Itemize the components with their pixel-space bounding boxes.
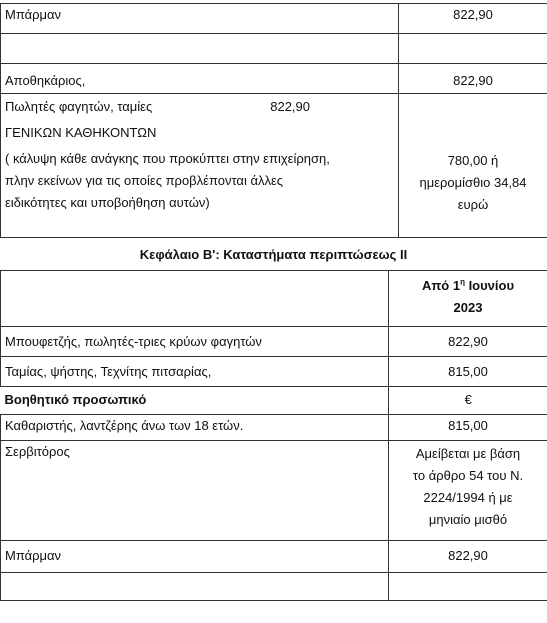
general-duties-desc-3: ειδικότητες και υποβοήθηση αυτών) [5,195,210,210]
general-duties-value [399,94,547,238]
header-text: Από 1 [421,278,461,293]
row-label: Αποθηκάριος, [1,64,399,94]
header-blank [1,271,389,327]
row-label: Μπουφετζής, πωλητές-τριες κρύων φαγητών [1,327,389,357]
row-label [1,34,399,64]
aux-value: € [389,387,547,415]
value-line: 780,00 ή [447,153,499,168]
header-sup: η [460,277,465,287]
row-value: 822,90 [389,541,547,573]
table-row [1,573,547,601]
waiter-value [389,441,547,541]
row-label: Μπάρμαν [1,4,399,34]
general-duties-desc-2: πλην εκείνων για τις οποίες προβλέπονται άλλες [5,173,284,188]
value-line: Αμείβεται με βάση [415,446,521,461]
aux-label: Βοηθητικό προσωπικό [1,387,389,415]
table-row [1,415,547,441]
table-row-general-duties [1,94,547,238]
row-label: Ταμίας, ψήστης, Τεχνίτης πιτσαρίας, [1,357,389,387]
row-value: 815,00 [389,415,547,441]
table-row [1,4,547,34]
table-row-waiter [1,441,547,541]
row-value: 815,00 [389,357,547,387]
general-duties-cell [1,94,399,238]
cashiers-line [5,96,394,118]
header-date [389,271,547,327]
value-line: 2224/1994 ή με [423,490,513,505]
row-label: Καθαριστής, λαντζέρης άνω των 18 ετών. [1,415,389,441]
table-row [1,327,547,357]
row-value: 822,90 [399,64,547,94]
wage-table-part-1 [0,3,547,238]
chapter-title: Κεφάλαιο Β': Καταστήματα περιπτώσεως ΙΙ [139,247,408,262]
header-date-line2: 2023 [453,300,483,315]
table-row [1,34,547,64]
cashiers-label: Πωλητές φαγητών, ταμίες [5,99,153,114]
row-value: 822,90 [389,327,547,357]
cashiers-value: 822,90 [270,99,310,114]
table-row [1,64,547,94]
table-row-aux [1,387,547,415]
row-value: 822,90 [399,4,547,34]
value-line: μηνιαίο μισθό [428,512,508,527]
table-row [1,357,547,387]
wage-table-part-2 [0,270,547,601]
value-line: το άρθρο 54 του Ν. [412,468,524,483]
header-text: Ιουνίου [464,278,515,293]
general-duties-desc-1: ( κάλυψη κάθε ανάγκης που προκύπτει στην επιχείρηση, [5,151,330,166]
value-line: ευρώ [457,197,489,212]
row-label: Σερβιτόρος [1,441,389,541]
row-value [389,573,547,601]
value-line: ημερομίσθιο 34,84 [419,175,527,190]
header-date-line1 [393,275,543,297]
table-row [1,541,547,573]
row-label: Μπάρμαν [1,541,389,573]
table-header-row [1,271,547,327]
general-duties-title: ΓΕΝΙΚΩΝ ΚΑΘΗΚΟΝΤΩΝ [5,125,157,140]
row-value [399,34,547,64]
row-label [1,573,389,601]
